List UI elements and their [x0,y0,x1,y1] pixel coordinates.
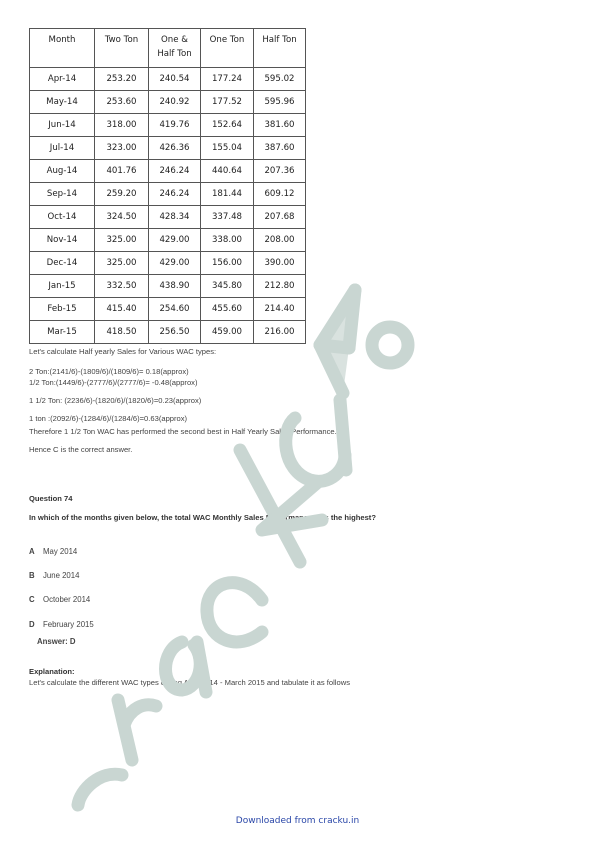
cell-one-half-ton: 429.00 [149,252,201,275]
cell-two-ton: 325.00 [95,252,149,275]
cell-two-ton: 318.00 [95,114,149,137]
table-row [30,275,306,298]
solution-line-half-ton: 1/2 Ton:(1449/6)-(2777/6)/(2777/6)= -0.48(approx) [29,378,198,387]
cell-two-ton: 259.20 [95,183,149,206]
option-a-label: May 2014 [43,547,78,556]
cell-month: Sep-14 [30,183,95,206]
cell-two-ton: 325.00 [95,229,149,252]
cell-month: Apr-14 [30,68,95,91]
cell-one-ton: 181.44 [201,183,254,206]
cell-half-ton: 216.00 [254,321,306,344]
cell-one-half-ton: 256.50 [149,321,201,344]
cell-two-ton: 332.50 [95,275,149,298]
cell-half-ton: 387.60 [254,137,306,160]
question-number: Question 74 [29,494,73,503]
cell-half-ton: 207.36 [254,160,306,183]
cell-one-half-ton: 246.24 [149,160,201,183]
table-row [30,229,306,252]
solution-line-one-half-ton: 1 1/2 Ton: (2236/6)-(1820/6)/(1820/6)=0.23(approx) [29,396,202,405]
option-a-key: A [29,547,35,556]
cell-one-ton: 177.52 [201,91,254,114]
cell-month: Nov-14 [30,229,95,252]
header-one-ton: One Ton [201,29,254,68]
cell-one-ton: 152.64 [201,114,254,137]
cell-one-half-ton: 438.90 [149,275,201,298]
cell-half-ton: 595.96 [254,91,306,114]
option-d[interactable] [29,620,94,629]
table-row [30,298,306,321]
cell-two-ton: 253.60 [95,91,149,114]
option-d-key: D [29,620,35,629]
cell-month: Aug-14 [30,160,95,183]
cell-one-ton: 338.00 [201,229,254,252]
solution-conclusion: Therefore 1 1/2 Ton WAC has performed the second best in Half Yearly Sales Performance. [29,427,337,436]
header-month: Month [30,29,95,68]
cell-month: Mar-15 [30,321,95,344]
cell-one-half-ton: 426.36 [149,137,201,160]
cell-one-half-ton: 240.92 [149,91,201,114]
table-row [30,68,306,91]
cell-one-half-ton: 246.24 [149,183,201,206]
cell-one-ton: 155.04 [201,137,254,160]
cell-month: May-14 [30,91,95,114]
table-row [30,91,306,114]
cell-one-ton: 455.60 [201,298,254,321]
cell-one-ton: 156.00 [201,252,254,275]
option-b-label: June 2014 [43,571,80,580]
cell-one-ton: 440.64 [201,160,254,183]
footer-download-link[interactable]: Downloaded from cracku.in [235,816,360,826]
cell-one-half-ton: 428.34 [149,206,201,229]
cell-half-ton: 208.00 [254,229,306,252]
cell-one-half-ton: 240.54 [149,68,201,91]
option-c[interactable] [29,595,90,604]
cell-two-ton: 323.00 [95,137,149,160]
cell-two-ton: 401.76 [95,160,149,183]
cell-month: Jun-14 [30,114,95,137]
cell-two-ton: 418.50 [95,321,149,344]
table-row [30,160,306,183]
cell-half-ton: 609.12 [254,183,306,206]
cell-one-ton: 459.00 [201,321,254,344]
cell-two-ton: 415.40 [95,298,149,321]
option-d-label: February 2015 [43,620,94,629]
cell-month: Dec-14 [30,252,95,275]
table-header-row [30,29,306,68]
cell-two-ton: 253.20 [95,68,149,91]
cell-half-ton: 214.40 [254,298,306,321]
option-b-key: B [29,571,35,580]
cell-month: Jul-14 [30,137,95,160]
answer-label: Answer: D [37,637,76,646]
explanation-heading: Explanation: [29,667,75,676]
cell-one-half-ton: 429.00 [149,229,201,252]
solution-intro: Let's calculate Half yearly Sales for Various WAC types: [29,347,217,356]
option-a[interactable] [29,547,77,556]
solution-line-one-ton: 1 ton :(2092/6)-(1284/6)/(1284/6)=0.63(approx) [29,414,188,423]
cell-one-half-ton: 254.60 [149,298,201,321]
table-row [30,252,306,275]
solution-answer-line: Hence C is the correct answer. [29,445,133,454]
cell-one-ton: 337.48 [201,206,254,229]
table-row [30,206,306,229]
cell-one-half-ton: 419.76 [149,114,201,137]
wac-sales-table [29,28,306,344]
table-body [30,68,306,344]
option-c-label: October 2014 [43,595,91,604]
header-half-ton: Half Ton [254,29,306,68]
option-c-key: C [29,595,35,604]
cell-one-ton: 345.80 [201,275,254,298]
question-text: In which of the months given below, the total WAC Monthly Sales Performance was the highest? [29,513,376,522]
cell-half-ton: 207.68 [254,206,306,229]
cell-half-ton: 390.00 [254,252,306,275]
cell-half-ton: 381.60 [254,114,306,137]
header-two-ton: Two Ton [95,29,149,68]
cell-half-ton: 212.80 [254,275,306,298]
cell-one-ton: 177.24 [201,68,254,91]
cell-half-ton: 595.02 [254,68,306,91]
option-b[interactable] [29,571,79,580]
table-row [30,137,306,160]
solution-line-two-ton: 2 Ton:(2141/6)-(1809/6)/(1809/6)= 0.18(approx) [29,367,189,376]
cell-month: Jan-15 [30,275,95,298]
explanation-text: Let's calculate the different WAC types during April 2014 - March 2015 and tabulate it as follows [29,678,350,687]
cell-month: Oct-14 [30,206,95,229]
cell-two-ton: 324.50 [95,206,149,229]
table-row [30,114,306,137]
cell-month: Feb-15 [30,298,95,321]
table-row [30,183,306,206]
header-one-half-ton: One & Half Ton [149,29,201,68]
table-row [30,321,306,344]
